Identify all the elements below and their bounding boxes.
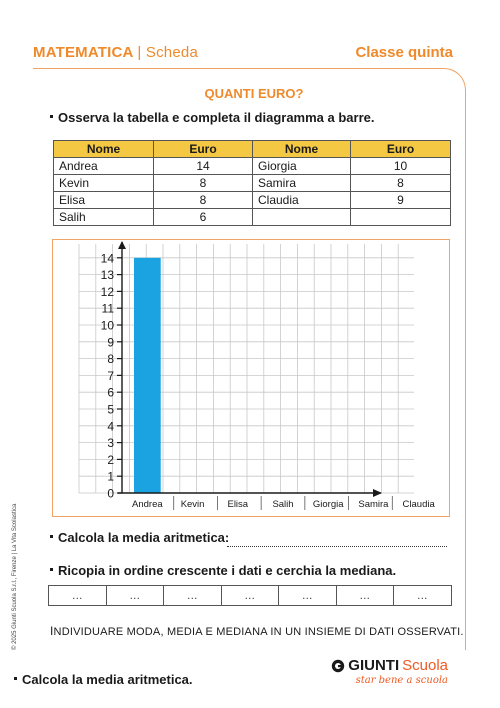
table-cell: Giorgia <box>253 158 351 175</box>
footer-instruction <box>14 672 193 687</box>
header-separator: | <box>137 44 142 61</box>
y-tick-label: 3 <box>107 436 114 451</box>
y-tick-label: 10 <box>100 318 114 333</box>
sheet-kind: Scheda <box>145 44 198 61</box>
table-header-row <box>54 141 451 158</box>
table-cell: Samira <box>253 175 351 192</box>
order-cell[interactable]: … <box>221 586 279 606</box>
brand-wordmark <box>331 657 448 674</box>
bullet-icon <box>14 677 17 680</box>
copyright-note: © 2025 Giunti Scuola S.r.l., Firenze | La Vita Scolastica <box>12 503 18 650</box>
table-cell: 8 <box>154 175 253 192</box>
col-header-euro: Euro <box>154 141 253 158</box>
table-cell: 8 <box>154 192 253 209</box>
frame-top-segment <box>33 68 58 69</box>
instruction-order <box>50 563 396 578</box>
class-label: Classe quinta <box>355 44 453 61</box>
y-tick-label: 12 <box>100 284 114 299</box>
order-row <box>49 586 452 606</box>
bullet-icon <box>50 535 53 538</box>
bar-andrea <box>134 258 161 493</box>
y-tick-label: 7 <box>107 368 114 383</box>
y-tick-label: 5 <box>107 402 114 417</box>
table-cell: Salih <box>54 209 154 226</box>
giunti-logo-icon <box>331 659 345 673</box>
order-cell[interactable]: … <box>336 586 394 606</box>
bar-chart <box>53 240 449 516</box>
y-tick-label: 14 <box>100 251 114 266</box>
chart-grid <box>79 244 414 493</box>
bullet-icon <box>50 568 53 571</box>
table-cell: 14 <box>154 158 253 175</box>
mean-answer-line[interactable] <box>227 539 447 547</box>
brand-name: GIUNTI <box>348 657 400 674</box>
order-cell[interactable]: … <box>279 586 337 606</box>
data-table <box>53 140 451 226</box>
instruction-observe <box>50 110 375 125</box>
col-header-euro-2: Euro <box>351 141 451 158</box>
x-axis-arrow-icon <box>373 489 382 497</box>
table-row <box>54 158 451 175</box>
brand-tagline: star bene a scuola <box>355 675 448 686</box>
y-axis-arrow-icon <box>118 241 126 249</box>
subject-label <box>33 44 198 61</box>
publisher-logo <box>331 657 448 686</box>
table-row <box>54 175 451 192</box>
order-cell[interactable]: … <box>106 586 164 606</box>
exercise-title: QUANTI EURO? <box>204 86 304 101</box>
x-tick-label: Andrea <box>132 499 163 510</box>
x-tick-label: Elisa <box>227 499 249 510</box>
bullet-icon <box>50 115 53 118</box>
instruction-order-text: Ricopia in ordine crescente i dati e cerchia la mediana. <box>58 563 397 578</box>
x-tick-label: Claudia <box>402 499 435 510</box>
x-tick-label: Giorgia <box>312 499 344 510</box>
y-tick-label: 1 <box>107 469 114 484</box>
learning-objective-text: INDIVIDUARE MODA, MEDIA E MEDIANA IN UN INSIEME DI DATI OSSERVATI. <box>50 624 464 638</box>
table-cell: 10 <box>351 158 451 175</box>
instruction-mean-text: Calcola la media aritmetica: <box>58 530 230 545</box>
table-row <box>54 209 451 226</box>
table-row <box>54 192 451 209</box>
x-tick-label: Kevin <box>180 499 205 510</box>
subject-name: MATEMATICA <box>33 44 134 61</box>
order-cell[interactable]: … <box>164 586 222 606</box>
y-tick-label: 2 <box>107 452 114 467</box>
x-tick-label: Samira <box>358 499 389 510</box>
y-tick-label: 11 <box>101 301 114 316</box>
y-tick-label: 4 <box>107 419 114 434</box>
y-tick-label: 6 <box>107 385 114 400</box>
y-tick-label: 13 <box>100 268 114 283</box>
table-cell: Claudia <box>253 192 351 209</box>
learning-objective <box>50 624 464 638</box>
x-tick-label: Salih <box>272 499 294 510</box>
table-cell: 6 <box>154 209 253 226</box>
order-answer-row <box>48 585 452 606</box>
instruction-mean <box>50 530 229 545</box>
instruction-observe-text: Osserva la tabella e completa il diagramma a barre. <box>58 110 375 125</box>
bar-chart-frame <box>52 239 450 517</box>
col-header-name: Nome <box>54 141 154 158</box>
y-tick-label: 0 <box>107 486 114 501</box>
table-cell: Andrea <box>54 158 154 175</box>
table-cell: Kevin <box>54 175 154 192</box>
order-cell[interactable]: … <box>394 586 452 606</box>
table-cell: Elisa <box>54 192 154 209</box>
table-cell: 8 <box>351 175 451 192</box>
brand-name-2: Scuola <box>402 657 448 674</box>
footer-instruction-text: Calcola la media aritmetica. <box>22 672 193 687</box>
order-cell[interactable]: … <box>49 586 107 606</box>
y-tick-label: 8 <box>107 352 114 367</box>
table-cell <box>253 209 351 226</box>
table-cell: 9 <box>351 192 451 209</box>
y-tick-label: 9 <box>107 335 114 350</box>
table-cell <box>351 209 451 226</box>
col-header-name-2: Nome <box>253 141 351 158</box>
page-header <box>33 44 453 64</box>
